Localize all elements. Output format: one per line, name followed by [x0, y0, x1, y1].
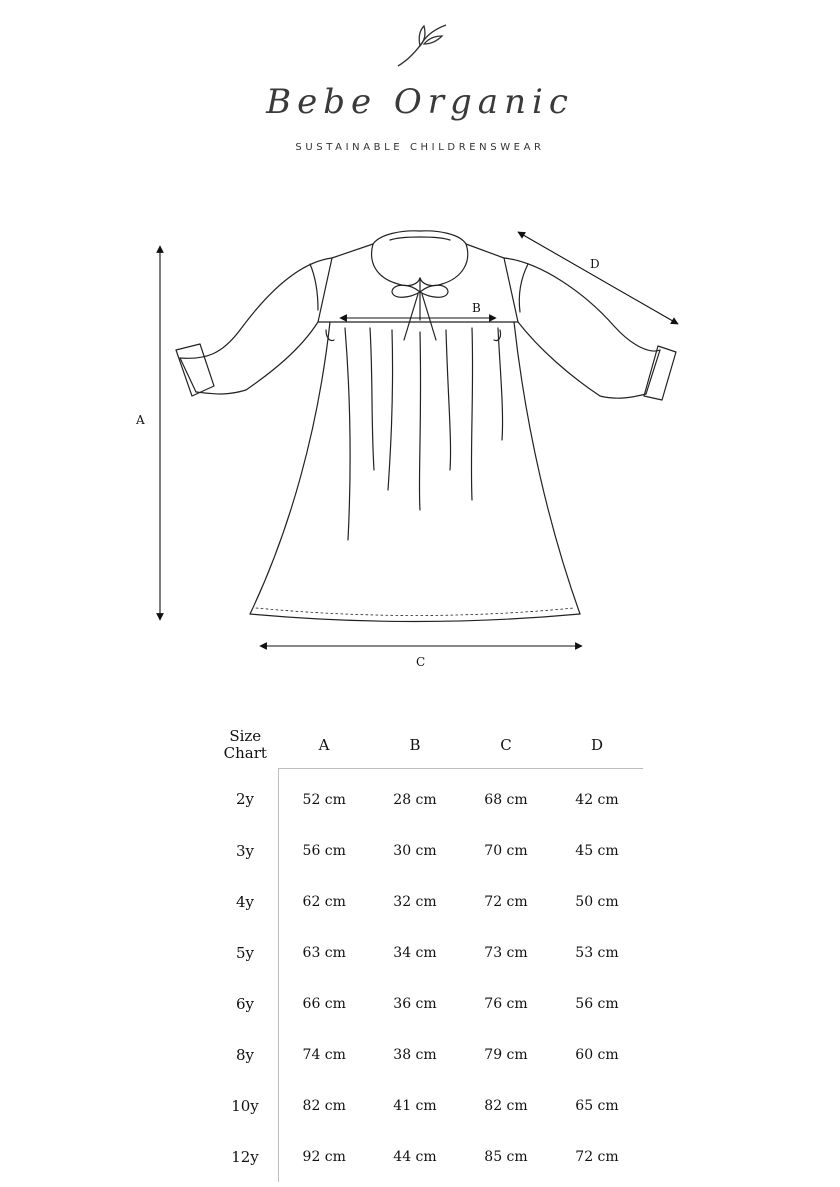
row-size-label: 12y	[212, 1131, 279, 1182]
dimension-label-d: D	[590, 257, 600, 271]
cell-c: 72 cm	[484, 893, 528, 910]
cell-c: 76 cm	[484, 995, 528, 1012]
column-header-c: C	[461, 722, 552, 769]
cell-b: 28 cm	[393, 791, 437, 808]
column-header-b: B	[370, 722, 461, 769]
row-size-label: 6y	[212, 978, 279, 1029]
cell-b: 36 cm	[393, 995, 437, 1012]
row-size-label: 10y	[212, 1080, 279, 1131]
brand-tagline: SUSTAINABLE CHILDRENSWEAR	[295, 142, 545, 153]
cell-d: 72 cm	[575, 1148, 619, 1165]
column-header-d: D	[552, 722, 643, 769]
cell-c: 70 cm	[484, 842, 528, 859]
size-chart-table	[212, 722, 643, 1182]
table-row	[212, 1029, 643, 1080]
dimension-label-b: B	[472, 301, 481, 315]
cell-b: 44 cm	[393, 1148, 437, 1165]
table-row	[212, 978, 643, 1029]
cell-b: 32 cm	[393, 893, 437, 910]
cell-c: 85 cm	[484, 1148, 528, 1165]
dimension-label-c: C	[416, 655, 426, 669]
cell-d: 42 cm	[575, 791, 619, 808]
column-header-a: A	[279, 722, 370, 769]
row-size-label: 8y	[212, 1029, 279, 1080]
dress-diagram	[0, 200, 840, 690]
table-row	[212, 876, 643, 927]
table-header-row	[212, 722, 643, 769]
cell-a: 52 cm	[302, 791, 346, 808]
dimension-label-a: A	[136, 413, 145, 427]
cell-b: 30 cm	[393, 842, 437, 859]
cell-a: 63 cm	[302, 944, 346, 961]
table-row	[212, 1080, 643, 1131]
cell-a: 92 cm	[302, 1148, 346, 1165]
brand-name: Bebe Organic	[266, 82, 574, 122]
row-size-label: 5y	[212, 927, 279, 978]
cell-d: 60 cm	[575, 1046, 619, 1063]
leaf-logo-icon	[394, 22, 450, 70]
cell-c: 68 cm	[484, 791, 528, 808]
cell-a: 62 cm	[302, 893, 346, 910]
cell-d: 50 cm	[575, 893, 619, 910]
cell-c: 73 cm	[484, 944, 528, 961]
cell-d: 65 cm	[575, 1097, 619, 1114]
cell-d: 53 cm	[575, 944, 619, 961]
cell-d: 45 cm	[575, 842, 619, 859]
size-chart-heading-line-1: Size	[229, 727, 262, 746]
cell-a: 66 cm	[302, 995, 346, 1012]
row-size-label: 4y	[212, 876, 279, 927]
size-chart-heading-line-2: Chart	[223, 744, 267, 763]
table-row	[212, 1131, 643, 1182]
cell-b: 38 cm	[393, 1046, 437, 1063]
row-size-label: 2y	[212, 769, 279, 826]
cell-a: 56 cm	[302, 842, 346, 859]
table-row	[212, 825, 643, 876]
cell-d: 56 cm	[575, 995, 619, 1012]
cell-b: 34 cm	[393, 944, 437, 961]
size-chart-heading	[212, 722, 279, 769]
cell-c: 82 cm	[484, 1097, 528, 1114]
cell-a: 82 cm	[302, 1097, 346, 1114]
cell-a: 74 cm	[302, 1046, 346, 1063]
table-row	[212, 769, 643, 826]
dress-outline	[176, 231, 676, 622]
row-size-label: 3y	[212, 825, 279, 876]
cell-b: 41 cm	[393, 1097, 437, 1114]
cell-c: 79 cm	[484, 1046, 528, 1063]
table-row	[212, 927, 643, 978]
